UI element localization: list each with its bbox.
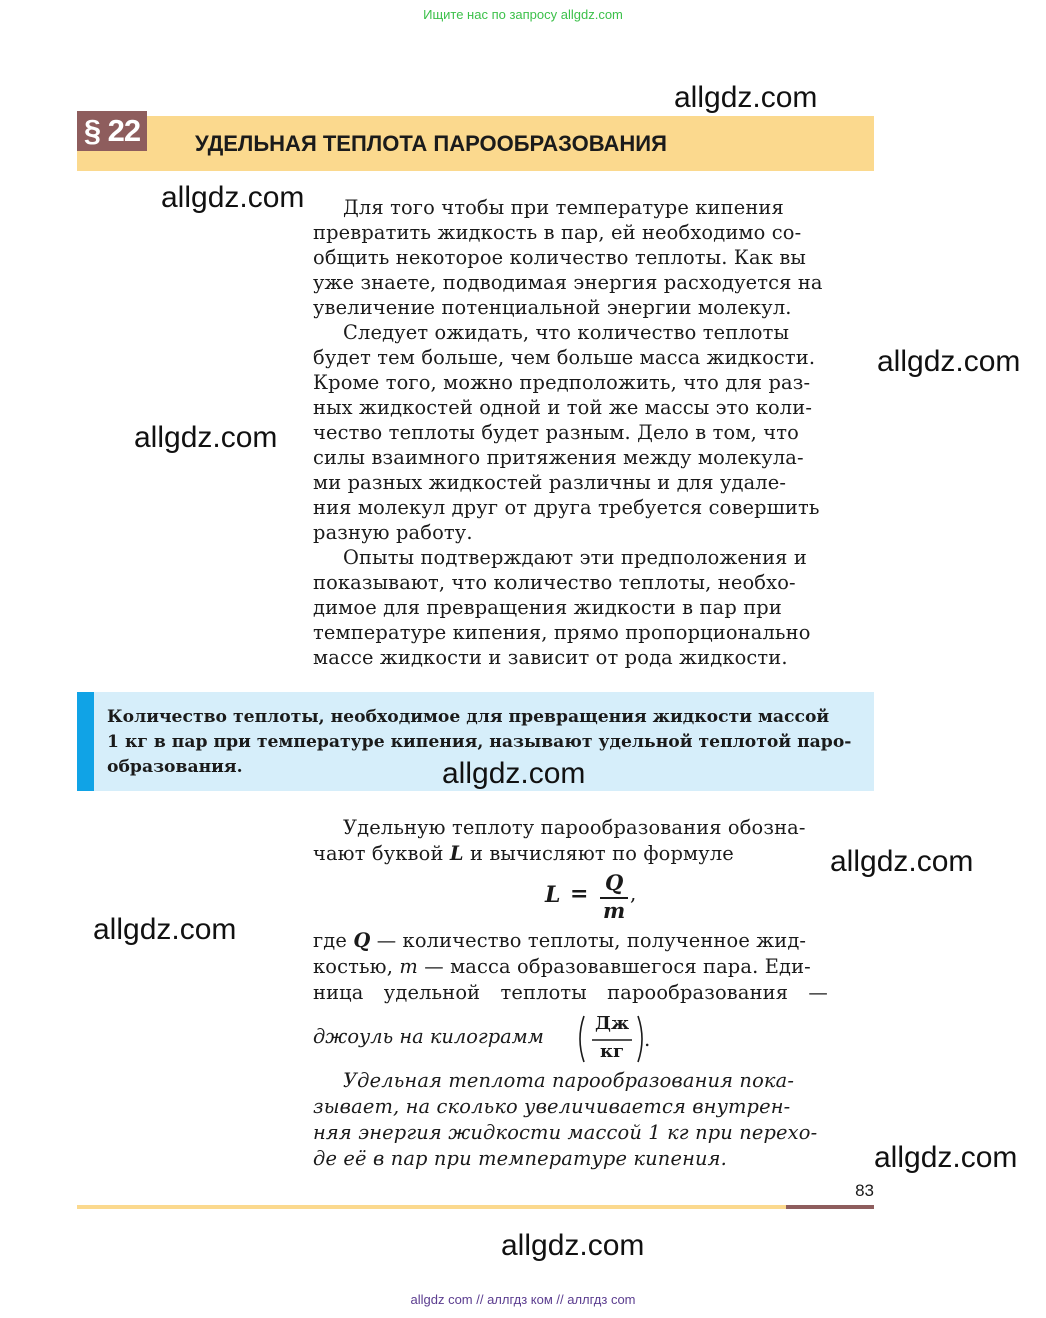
- text-line: увеличение потенциальной энергии молекул.: [313, 296, 792, 319]
- text-line: разную работу.: [313, 521, 473, 544]
- paragraph-2: [313, 320, 874, 545]
- text-line: [313, 954, 874, 980]
- text-line: Количество теплоты, необходимое для превращения жидкости массой: [107, 707, 830, 727]
- unit-period: .: [644, 1027, 651, 1051]
- text-line: уже знаете, подводимая энергия расходуется на: [313, 271, 823, 294]
- watermark: allgdz.com: [830, 845, 974, 878]
- section-number-badge: § 22: [77, 111, 147, 151]
- italic-paragraph: [313, 1068, 874, 1172]
- footer-line: [77, 1205, 786, 1209]
- text-line: температуре кипения, прямо пропорционально: [313, 621, 811, 644]
- watermark: allgdz.com: [161, 181, 305, 214]
- text-line: зывает, на сколько увеличивается внутрен-: [313, 1095, 791, 1118]
- text-line: показывают, что количество теплоты, необхо-: [313, 571, 796, 594]
- formula-latent-heat: [545, 870, 655, 923]
- definition-accent-bar: [77, 692, 94, 791]
- text-line: образования.: [107, 757, 243, 777]
- text-line: Опыты подтверждают эти предположения и: [343, 546, 807, 569]
- paragraph-3: [313, 545, 874, 670]
- text-line: ных жидкостей одной и той же массы это коли-: [313, 396, 813, 419]
- symbol-m: m: [399, 955, 418, 978]
- unit-denominator: кг: [600, 1041, 625, 1062]
- text-line: Для того чтобы при температуре кипения: [343, 196, 784, 219]
- unit-fraction: [576, 1013, 656, 1065]
- section-title: УДЕЛЬНАЯ ТЕПЛОТА ПАРООБРАЗОВАНИЯ: [195, 131, 667, 156]
- paragraph-1: [313, 195, 874, 320]
- text-line: Удельная теплота парообразования пока-: [343, 1069, 795, 1092]
- text-line: превратить жидкость в пар, ей необходимо со-: [313, 221, 802, 244]
- formula-intro: [313, 815, 874, 867]
- bottom-links[interactable]: allgdz com // аллгдз ком // аллгдз com: [410, 1292, 636, 1307]
- watermark: allgdz.com: [442, 757, 586, 790]
- top-banner-link[interactable]: Ищите нас по запросу allgdz.com: [423, 7, 623, 22]
- text-line: будет тем больше, чем больше масса жидкости.: [313, 346, 816, 369]
- text-line: 1 кг в пар при температуре кипения, называют удельной теплотой паро-: [107, 732, 852, 752]
- text-line: [313, 928, 874, 954]
- text-fragment: где: [313, 929, 354, 952]
- text-line: ница удельной теплоты парообразования —: [313, 981, 828, 1004]
- text-line: димое для превращения жидкости в пар при: [313, 596, 782, 619]
- text-line: де её в пар при температуре кипения.: [313, 1147, 727, 1170]
- text-fragment: костью,: [313, 955, 400, 978]
- formula-explanation: [313, 928, 874, 1006]
- text-line: Кроме того, можно предположить, что для раз-: [313, 371, 811, 394]
- text-fragment: — масса образовавшегося пара. Еди-: [417, 955, 811, 978]
- text-line: [313, 841, 874, 867]
- text-line: Удельную теплоту парообразования обозна-: [343, 816, 806, 839]
- text-line: силы взаимного притяжения между молекула-: [313, 446, 804, 469]
- text-fragment: чают буквой: [313, 842, 450, 865]
- text-line: общить некоторое количество теплоты. Как вы: [313, 246, 806, 269]
- text-line: няя энергия жидкости массой 1 кг при перехо-: [313, 1121, 818, 1144]
- text-line: ми разных жидкостей различны и для удале-: [313, 471, 787, 494]
- formula-numerator: Q: [605, 870, 624, 895]
- unit-name: джоуль на килограмм: [313, 1025, 544, 1048]
- watermark: allgdz.com: [501, 1229, 645, 1262]
- text-line: чество теплоты будет разным. Дело в том, что: [313, 421, 799, 444]
- formula-comma: ,: [630, 881, 637, 905]
- watermark: allgdz.com: [93, 913, 237, 946]
- footer-line-accent: [786, 1205, 874, 1209]
- formula-lhs: L: [545, 882, 561, 908]
- page-number: 83: [855, 1181, 874, 1200]
- formula-equals: =: [570, 881, 589, 907]
- watermark: allgdz.com: [674, 81, 818, 114]
- text-line: Следует ожидать, что количество теплоты: [343, 321, 790, 344]
- watermark: allgdz.com: [877, 345, 1021, 378]
- symbol-L: L: [449, 842, 464, 865]
- text-fragment: — количество теплоты, полученное жид-: [370, 929, 807, 952]
- watermark: allgdz.com: [134, 421, 278, 454]
- symbol-Q: Q: [353, 929, 371, 952]
- formula-denominator: m: [603, 898, 626, 923]
- text-fragment: и вычисляют по формуле: [463, 842, 734, 865]
- unit-numerator: Дж: [595, 1013, 630, 1034]
- text-line: ния молекул друг от друга требуется совершить: [313, 496, 820, 519]
- text-line: массе жидкости и зависит от рода жидкости.: [313, 646, 788, 669]
- watermark: allgdz.com: [874, 1141, 1018, 1174]
